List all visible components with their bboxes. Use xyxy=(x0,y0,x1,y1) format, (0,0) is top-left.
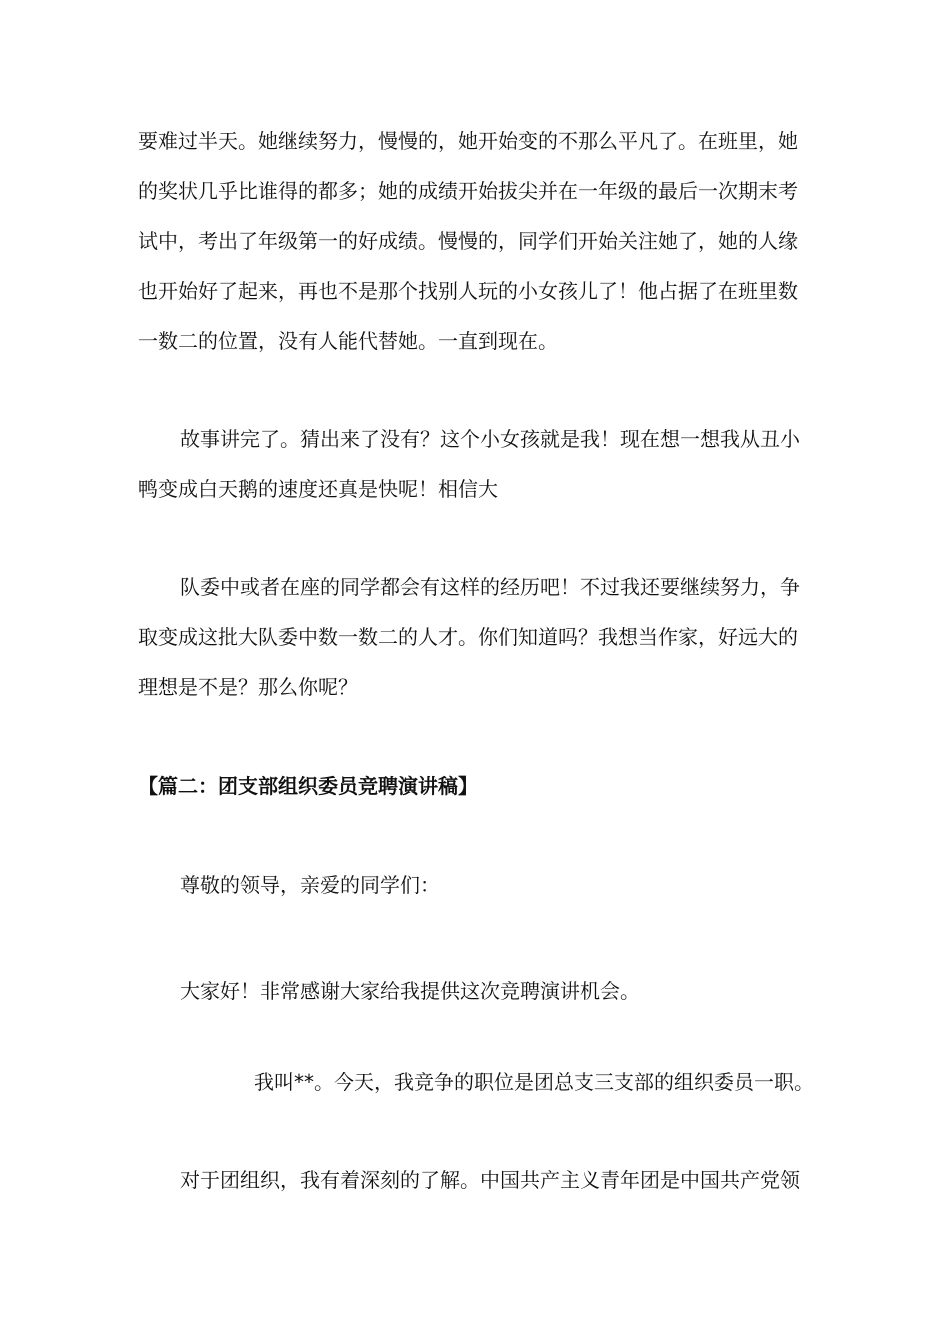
intro-block xyxy=(138,1057,818,1107)
last-block xyxy=(138,1155,818,1205)
text-line: 对于团组织，我有着深刻的了解。中国共产主义青年团是中国共产党领 xyxy=(180,1168,800,1192)
text-line: 一数二的位置，没有人能代替她。一直到现在。 xyxy=(138,329,558,353)
text-line: 队委中或者在座的同学都会有这样的经历吧！不过我还要继续努力，争 xyxy=(180,575,800,599)
section-heading: 【篇二：团支部组织委员竞聘演讲稿】 xyxy=(138,774,478,798)
text-line: 理想是不是？那么你呢？ xyxy=(138,675,358,699)
text-line: 取变成这批大队委中数一数二的人才。你们知道吗？我想当作家，好远大的 xyxy=(138,625,798,649)
self-introduction: 我叫**。今天，我竞争的职位是团总支三支部的组织委员一职。 xyxy=(254,1070,814,1094)
paragraph-closing xyxy=(138,562,818,712)
text-line: 鸭变成白天鹅的速度还真是快呢！相信大 xyxy=(138,477,498,501)
text-line: 故事讲完了。猜出来了没有？这个小女孩就是我！现在想一想我从丑小 xyxy=(180,427,800,451)
opening-line: 大家好！非常感谢大家给我提供这次竞聘演讲机会。 xyxy=(180,979,640,1003)
text-line: 也开始好了起来，再也不是那个找别人玩的小女孩儿了！他占据了在班里数 xyxy=(138,279,798,303)
paragraph-story-end xyxy=(138,116,818,366)
text-line: 的奖状几乎比谁得的都多；她的成绩开始拔尖并在一年级的最后一次期末考 xyxy=(138,179,798,203)
hello-block xyxy=(138,966,818,1016)
salutation: 尊敬的领导，亲爱的同学们： xyxy=(180,873,440,897)
text-line: 要难过半天。她继续努力，慢慢的，她开始变的不那么平凡了。在班里，她 xyxy=(138,129,798,153)
greeting-block xyxy=(138,860,818,910)
text-line: 试中，考出了年级第一的好成绩。慢慢的，同学们开始关注她了，她的人缘 xyxy=(138,229,798,253)
section-heading-block xyxy=(138,761,818,811)
paragraph-story-reveal xyxy=(138,414,818,514)
